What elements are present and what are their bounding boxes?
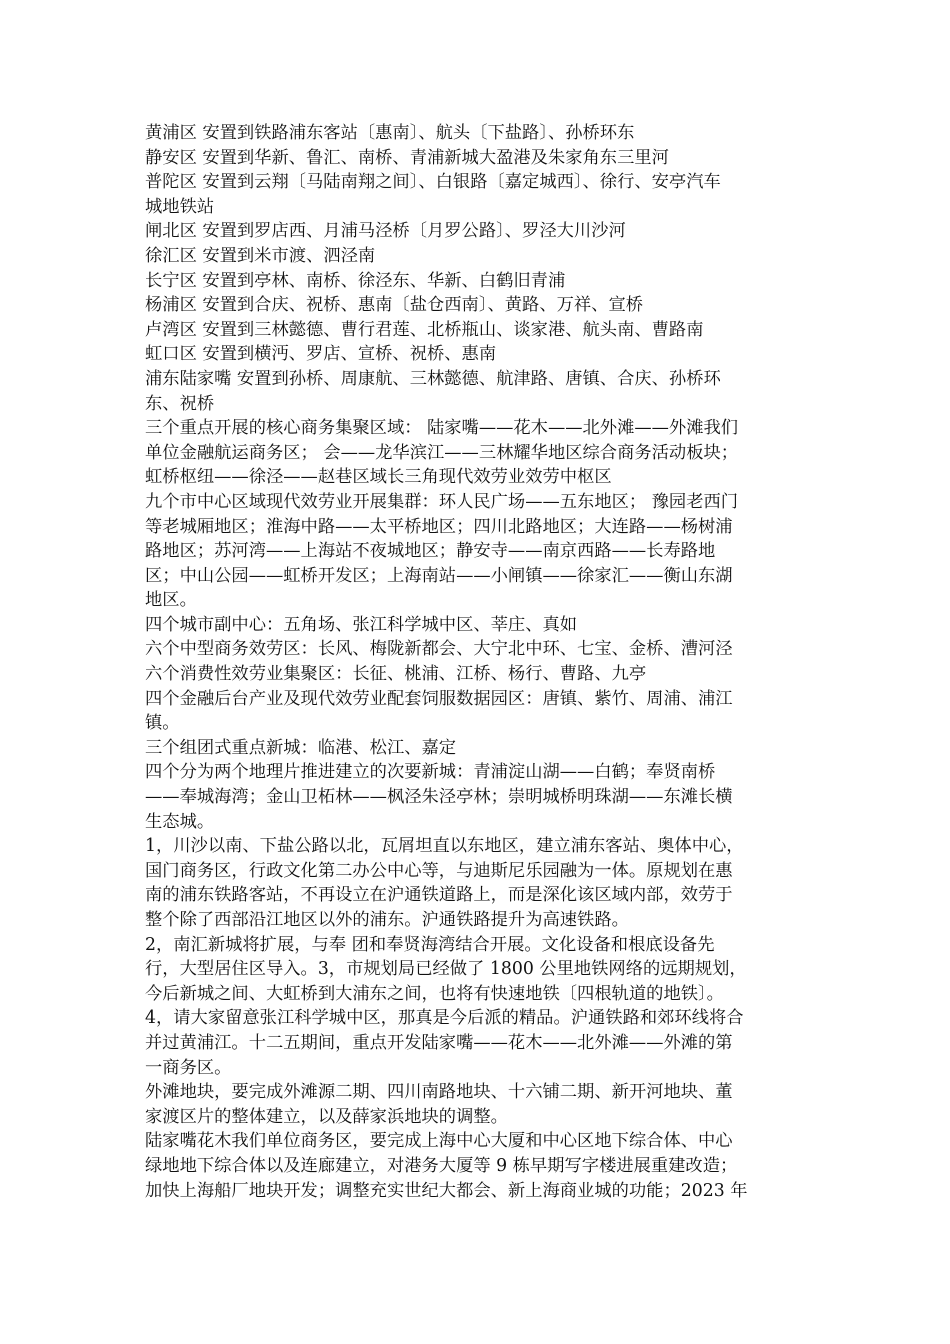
text-line: 生态城。: [145, 811, 215, 832]
text-line: 虹口区 安置到横沔、罗店、宣桥、祝桥、惠南: [145, 344, 497, 365]
text-line: 东、祝桥: [145, 393, 215, 414]
text-line: 闸北区 安置到罗店西、月浦马泾桥〔月罗公路〕、罗泾大川沙河: [145, 221, 626, 242]
text-line: 静安区 安置到华新、鲁汇、南桥、青浦新城大盈港及朱家角东三里河: [145, 147, 669, 168]
text-line: 今后新城之间、大虹桥到大浦东之间，也将有快速地铁〔四根轨道的地铁〕。: [145, 983, 724, 1004]
text-line: 一商务区。: [145, 1057, 232, 1078]
text-line: 徐汇区 安置到米市渡、泗泾南: [145, 245, 376, 266]
text-line: 绿地地下综合体以及连廊建立，对港务大厦等 9 栋早期写字楼进展重建改造；: [145, 1155, 738, 1176]
text-line: 六个消费性效劳业集聚区：长征、桃浦、江桥、杨行、曹路、九亭: [145, 664, 647, 685]
text-line: 四个城市副中心：五角场、张江科学城中区、莘庄、真如: [145, 614, 578, 635]
text-line: 镇。: [145, 713, 180, 734]
text-line: 浦东陆家嘴 安置到孙桥、周康航、三林懿德、航津路、唐镇、合庆、孙桥环: [145, 368, 721, 389]
text-line: 普陀区 安置到云翔〔马陆南翔之间〕、白银路〔嘉定城西〕、徐行、安亭汽车: [145, 172, 721, 193]
text-line: 1，川沙以南、下盐公路以北，瓦屑坦直以东地区，建立浦东客站、奥体中心，: [145, 836, 744, 857]
text-line: 卢湾区 安置到三林懿德、曹行君莲、北桥瓶山、谈家港、航头南、曹路南: [145, 319, 704, 340]
text-line: 国门商务区，行政文化第二办公中心等，与迪斯尼乐园融为一体。原规划在惠: [145, 860, 733, 881]
text-line: 三个重点开展的核心商务集聚区域： 陆家嘴——花木——北外滩——外滩我们: [145, 418, 739, 439]
text-line: 并过黄浦江。十二五期间，重点开发陆家嘴——花木——北外滩——外滩的第: [145, 1032, 733, 1053]
text-line: 九个市中心区域现代效劳业开展集群：环人民广场——五东地区； 豫园老西门: [145, 491, 739, 512]
text-line: 路地区；苏河湾——上海站不夜城地区；静安寺——南京西路——长寿路地: [145, 541, 716, 562]
text-line: 长宁区 安置到亭林、南桥、徐泾东、华新、白鹤旧青浦: [145, 270, 566, 291]
document-body: [145, 121, 807, 1203]
text-line: 4，请大家留意张江科学城中区，那真是今后派的精品。沪通铁路和郊环线将合: [145, 1008, 744, 1029]
text-line: 整个除了西部沿江地区以外的浦东。沪通铁路提升为高速铁路。: [145, 910, 629, 930]
text-line: 2，南汇新城将扩展，与奉 团和奉贤海湾结合开展。文化设备和根底设备先: [145, 934, 715, 955]
text-line: 四个金融后台产业及现代效劳业配套饲服数据园区：唐镇、紫竹、周浦、浦江: [145, 688, 733, 709]
text-line: ——奉城海湾；金山卫柘林——枫泾朱泾亭林；崇明城桥明珠湖——东滩长横: [145, 787, 733, 808]
text-line: 加快上海船厂地块开发；调整充实世纪大都会、新上海商业城的功能；2023 年: [145, 1180, 748, 1201]
text-line: 行，大型居住区导入。3，市规划局已经做了 1800 公里地铁网络的远期规划，: [145, 959, 747, 980]
text-line: 四个分为两个地理片推进建立的次要新城：青浦淀山湖——白鹤；奉贤南桥: [145, 762, 716, 783]
text-line: 地区。: [145, 590, 197, 611]
text-line: 南的浦东铁路客站，不再设立在沪通铁道路上，而是深化该区域内部，效劳于: [145, 885, 733, 906]
text-line: 六个中型商务效劳区：长风、梅陇新都会、大宁北中环、七宝、金桥、漕河泾: [145, 639, 733, 660]
text-line: 外滩地块，要完成外滩源二期、四川南路地块、十六铺二期、新开河地块、董: [145, 1082, 733, 1103]
text-line: 杨浦区 安置到合庆、祝桥、惠南〔盐仓西南〕、黄路、万祥、宣桥: [145, 295, 644, 316]
text-line: 黄浦区 安置到铁路浦东客站〔惠南〕、航头〔下盐路〕、孙桥环东: [145, 123, 635, 143]
text-line: 城地铁站: [145, 196, 215, 217]
text-line: 区；中山公园——虹桥开发区；上海南站——小闸镇——徐家汇——衡山东湖: [145, 565, 733, 586]
text-line: 单位金融航运商务区； 会——龙华滨江——三林耀华地区综合商务活动板块；: [145, 442, 739, 463]
text-line: 等老城厢地区；淮海中路——太平桥地区；四川北路地区；大连路——杨树浦: [145, 516, 733, 537]
text-line: 陆家嘴花木我们单位商务区，要完成上海中心大厦和中心区地下综合体、中心: [145, 1131, 733, 1152]
text-line: 三个组团式重点新城：临港、松江、嘉定: [145, 737, 457, 758]
text-line: 家渡区片的整体建立，以及薛家浜地块的调整。: [145, 1106, 508, 1127]
text-line: 虹桥枢纽——徐泾——赵巷区域长三角现代效劳业效劳中枢区: [145, 467, 612, 488]
